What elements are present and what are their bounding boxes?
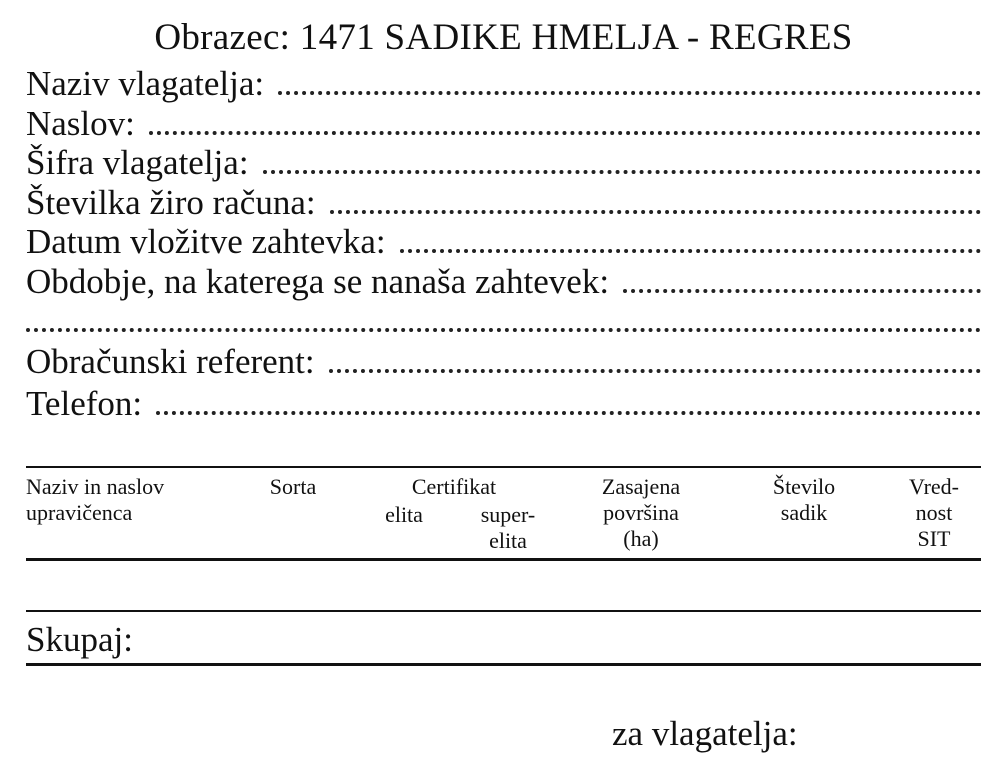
column-header-sorta: Sorta bbox=[269, 474, 317, 499]
fill-in-line[interactable] bbox=[149, 131, 981, 135]
column-header-certifikat: Certifikat bbox=[411, 474, 497, 499]
field-stevilka-ziro-racuna[interactable] bbox=[26, 183, 981, 223]
field-label: Šifra vlagatelja: bbox=[26, 143, 249, 182]
table-top-rule bbox=[26, 466, 981, 468]
field-datum-vlozitve[interactable] bbox=[26, 222, 981, 262]
column-header-superelita: super- elita bbox=[480, 502, 536, 553]
field-obracunski-referent[interactable] bbox=[26, 342, 981, 382]
table-row-rule bbox=[26, 610, 981, 612]
signer-label: za vlagatelja: bbox=[612, 714, 798, 753]
fill-in-line[interactable] bbox=[263, 170, 981, 174]
fill-in-line-continuation[interactable] bbox=[26, 328, 981, 332]
field-label: Obračunski referent: bbox=[26, 342, 315, 381]
total-label: Skupaj: bbox=[26, 620, 133, 659]
table-header-rule bbox=[26, 558, 981, 561]
column-header-vrednost-sit: Vred- nost SIT bbox=[909, 474, 959, 551]
fill-in-line[interactable] bbox=[329, 369, 981, 373]
field-obdobje[interactable] bbox=[26, 262, 981, 302]
column-header-zasajena-povrsina: Zasajena površina (ha) bbox=[601, 474, 681, 551]
field-label: Telefon: bbox=[26, 384, 143, 423]
form-title: Obrazec: 1471 SADIKE HMELJA - REGRES bbox=[154, 17, 853, 58]
field-naziv-vlagatelja[interactable] bbox=[26, 64, 981, 104]
field-label: Številka žiro računa: bbox=[26, 183, 316, 222]
column-header-elita: elita bbox=[385, 502, 423, 527]
field-label: Datum vložitve zahtevka: bbox=[26, 222, 386, 261]
column-header-stevilo-sadik: Število sadik bbox=[772, 474, 836, 525]
column-header-naziv: Naziv in naslov upravičenca bbox=[26, 474, 165, 525]
fill-in-line[interactable] bbox=[278, 91, 981, 95]
field-naslov[interactable] bbox=[26, 104, 981, 144]
fill-in-line[interactable] bbox=[623, 289, 981, 293]
fill-in-line[interactable] bbox=[400, 249, 981, 253]
fill-in-line[interactable] bbox=[330, 210, 981, 214]
field-telefon[interactable] bbox=[26, 384, 981, 424]
fill-in-line[interactable] bbox=[156, 411, 981, 415]
field-label: Naziv vlagatelja: bbox=[26, 64, 265, 103]
field-sifra-vlagatelja[interactable] bbox=[26, 143, 981, 183]
table-bottom-rule bbox=[26, 663, 981, 666]
field-label: Naslov: bbox=[26, 104, 135, 143]
field-label: Obdobje, na katerega se nanaša zahtevek: bbox=[26, 262, 610, 301]
